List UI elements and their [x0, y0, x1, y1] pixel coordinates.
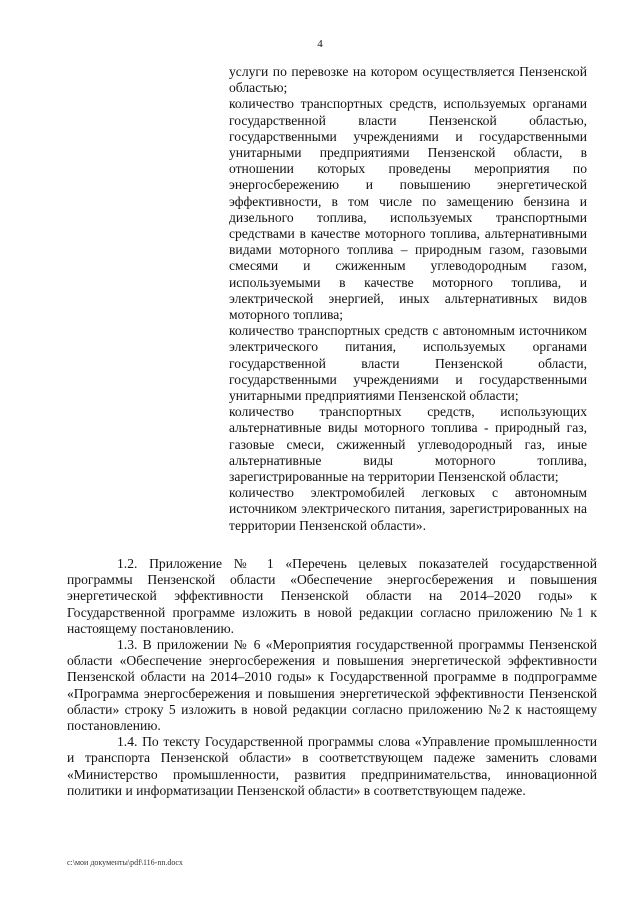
list-item: количество транспортных средств, используемых органами государственной власти Пензенской областью, государственными учреждениями и государственными унитарными предприятиями Пензенской области, в отношении которых проведены мероприятия по энергосбережению и повышению энергетической эффективности, в том числе по замещению бензина и дизельного топлива, используемых транспортными средствами в качестве моторного топлива, альтернативными видами моторного топлива – природным газом, газовыми смесями и сжиженным углеводородным газом, используемыми в качестве моторного топлива, и электрической энергией, иных альтернативных видов моторного топлива;	[229, 96, 587, 323]
list-item: количество электромобилей легковых с автономным источником электрического питания, зарегистрированных на территории Пензенской области».	[229, 485, 587, 533]
list-item: количество транспортных средств, использующих альтернативные виды моторного топлива - природный газ, газовые смеси, сжиженный углеводородный газ, иные альтернативные виды моторного топлива, зарегистрированные на территории Пензенской области;	[229, 404, 587, 485]
indicator-list	[229, 64, 587, 534]
paragraph-1-3: 1.3. В приложении № 6 «Мероприятия государственной программы Пензенской области «Обеспечение энергосбережения и повышения энергетической эффективности Пензенской области на 2014–2010 годы» к Государственной программе в подпрограмме «Программа энергосбережения и повышения энергетической эффективности Пензенской области» строку 5 изложить в новой редакции согласно приложению №2 к настоящему постановлению.	[67, 637, 597, 734]
paragraph-1-4: 1.4. По тексту Государственной программы слова «Управление промышленности и транспорта Пензенской области» в соответствующем падеже заменить словами «Министерство промышленности, развития предпринимательства, инновационной политики и информатизации Пензенской области» в соответствующем падеже.	[67, 734, 597, 798]
file-path-footer: c:\мои документы\pdf\116-nn.docx	[67, 858, 183, 867]
paragraph-1-2: 1.2. Приложение № 1 «Перечень целевых показателей государственной программы Пензенской области «Обеспечение энергосбережения и повышения энергетической эффективности Пензенской области на 2014–2020 годы» к Государственной программе изложить в новой редакции согласно приложению №1 к настоящему постановлению.	[67, 556, 597, 636]
list-item: количество транспортных средств с автономным источником электрического питания, используемых органами государственной власти Пензенской области, государственными учреждениями и государственными унитарными предприятиями Пензенской области;	[229, 323, 587, 404]
amendment-paragraphs	[67, 556, 597, 799]
page-number: 4	[317, 38, 323, 50]
list-item: услуги по перевозке на котором осуществляется Пензенской областью;	[229, 64, 587, 96]
